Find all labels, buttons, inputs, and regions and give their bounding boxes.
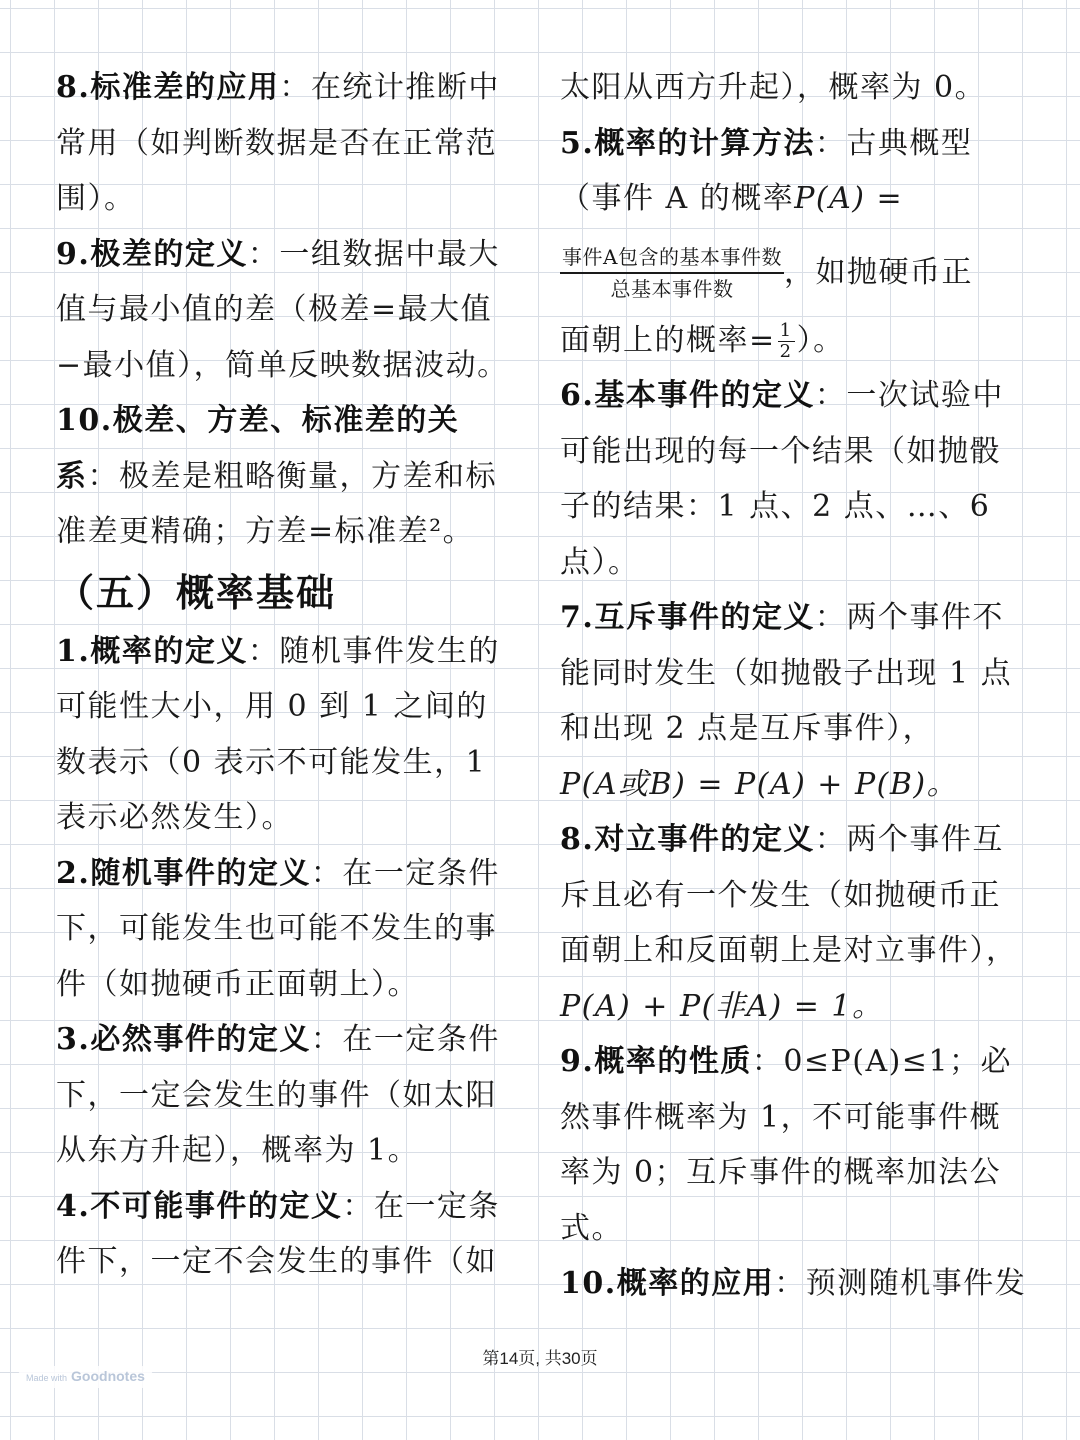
- item-text: （事件 A 的概率: [560, 181, 795, 216]
- item-title: 6.基本事件的定义: [560, 378, 815, 413]
- item-text: 一组数据中最大值与最小值的差（极差=最大值−最小值），简单反映数据波动。: [56, 236, 509, 383]
- item-title: 2.随机事件的定义: [56, 855, 311, 891]
- left-column: [56, 60, 518, 1290]
- item-text: 0≤P(A)≤1；必然事件概率为 1，不可能事件概率为 0；互斥事件的概率加法公式。: [560, 1044, 1013, 1246]
- item-title: 10.极差、方差、标准差的关系: [56, 403, 460, 494]
- list-item: 9.概率的性质：0≤P(A)≤1；必然事件概率为 1，不可能事件概率为 0；互斥事件的概率加法公式。: [560, 1044, 1013, 1246]
- item-text: 预测随机事件发: [805, 1266, 1027, 1301]
- list-item: 7.互斥事件的定义：两个事件不能同时发生（如抛骰子出现 1 点和出现 2 点是互斥事件），: [560, 600, 1013, 746]
- list-item: 1.概率的定义：随机事件发生的可能性大小，用 0 到 1 之间的数表示（0 表示不可能发生，1 表示必然发生）。: [56, 633, 500, 835]
- item-text: 在统计推断中常用（如判断数据是否在正常范围）。: [56, 70, 500, 216]
- fraction-half: $\frac{1}{2}$: [779, 320, 793, 362]
- list-item: 9.极差的定义：一组数据中最大值与最小值的差（极差=最大值−最小值），简单反映数据波动。: [56, 236, 509, 383]
- item-text: 一次试验中可能出现的每一个结果（如抛骰子的结果：1 点、2 点、…、6 点）。: [560, 378, 1004, 580]
- item-text: 古典概型: [846, 125, 973, 161]
- fraction: [560, 242, 784, 304]
- item-text: 面朝上的概率=: [560, 322, 776, 358]
- item-text: 两个事件互斥且必有一个发生（如抛硬币正面朝上和反面朝上是对立事件），: [560, 822, 1018, 968]
- formula: P(A) + P(非A) = 1。: [560, 988, 884, 1024]
- list-item: 6.基本事件的定义：一次试验中可能出现的每一个结果（如抛骰子的结果：1 点、2 点、…、6 点）。: [560, 378, 1004, 580]
- item-title: 8.对立事件的定义: [560, 822, 815, 857]
- item-title: 9.极差的定义: [56, 236, 248, 272]
- item-text: 两个事件不能同时发生（如抛骰子出现 1 点和出现 2 点是互斥事件），: [560, 600, 1013, 746]
- fraction-denominator: 总基本事件数: [610, 276, 734, 301]
- item-title: 7.互斥事件的定义: [560, 600, 815, 635]
- item-title: 3.必然事件的定义: [56, 1022, 311, 1057]
- list-item: 2.随机事件的定义：在一定条件下，可能发生也可能不发生的事件（如抛硬币正面朝上）。: [56, 855, 500, 1002]
- list-item: 4.不可能事件的定义：在一定条件下，一定不会发生的事件（如: [56, 1188, 500, 1279]
- item-title: 8.标准差的应用: [56, 70, 280, 105]
- list-item: 5.概率的计算方法：古典概型 （事件 A 的概率P(A) = $\frac{\text{事件A包含的基本事件数}}{\text{总基本事件数}}$ ，如抛硬币正 面朝上的概率= $\frac{1}{2}$ ）。: [560, 116, 1030, 369]
- item-text: ，如抛硬币正: [783, 254, 973, 290]
- watermark-brand: Goodnotes: [71, 1368, 145, 1384]
- page-number: 第14页, 共30页: [482, 1349, 598, 1368]
- item-title: 4.不可能事件的定义: [56, 1188, 343, 1224]
- list-item: 10.极差、方差、标准差的关系：极差是粗略衡量，方差和标准差更精确；方差=标准差²。: [56, 403, 497, 549]
- fraction-numerator: 事件A包含的基本事件数: [560, 242, 784, 274]
- watermark-prefix: Made with: [26, 1373, 68, 1383]
- item-title: 5.概率的计算方法: [560, 125, 815, 161]
- item-text: ）。: [796, 322, 845, 358]
- fraction-line: [560, 233, 1030, 313]
- continuation-text: 太阳从西方升起），概率为 0。: [560, 70, 987, 105]
- item-text: 随机事件发生的可能性大小，用 0 到 1 之间的数表示（0 表示不可能发生，1 表示必然发生）。: [56, 633, 500, 835]
- item-text: 在一定条件下，一定不会发生的事件（如: [56, 1188, 500, 1279]
- list-item: 10.概率的应用：预测随机事件发: [560, 1266, 1027, 1301]
- item-text: 极差是粗略衡量，方差和标准差更精确；方差=标准差²。: [56, 458, 497, 549]
- goodnotes-watermark: [18, 1366, 153, 1388]
- item-title: 10.概率的应用: [560, 1266, 775, 1301]
- section-heading: （五）概率基础: [56, 569, 337, 615]
- right-column: [560, 60, 1030, 1312]
- list-item: 3.必然事件的定义：在一定条件下，一定会发生的事件（如太阳从东方升起），概率为 1。: [56, 1022, 500, 1168]
- item-title: 1.概率的定义: [56, 633, 248, 669]
- formula: P(A) =: [794, 181, 904, 216]
- formula: P(A或B) = P(A) + P(B)。: [560, 766, 959, 802]
- item-title: 9.概率的性质: [560, 1044, 752, 1079]
- item-text: 在一定条件下，可能发生也可能不发生的事件（如抛硬币正面朝上）。: [56, 855, 500, 1002]
- list-item: 8.对立事件的定义：两个事件互斥且必有一个发生（如抛硬币正面朝上和反面朝上是对立事件），P(A) + P(非A) = 1。: [560, 822, 1018, 1024]
- list-item: 8.标准差的应用：在统计推断中常用（如判断数据是否在正常范围）。: [56, 70, 500, 216]
- item-text: 在一定条件下，一定会发生的事件（如太阳从东方升起），概率为 1。: [56, 1022, 500, 1168]
